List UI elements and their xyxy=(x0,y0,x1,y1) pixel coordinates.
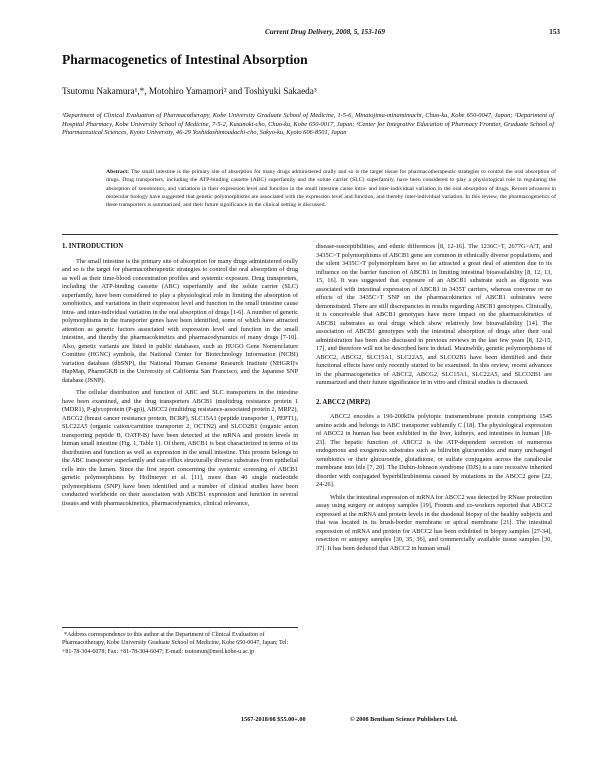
abstract-divider xyxy=(62,234,558,235)
abcc2-paragraph: While the intestinal expression of mRNA for ABCC2 was detected by RNase protection assay using surgery or autopsy samples [19], Fromm and co-workers reported that ABCC2 expressed at the mRNA and protein levels in the duodenal biopsy of the healthy subjects and that was located in its brush-border membrane or apical membrane [21]. The intestinal expression of mRNA and protein for ABCC2 has been exhibited in biopsy samples [27-34], resection or autopsy samples [30, 35, 36], and commercially available tissue samples [30, 37]. It has been deduced that ABCC2 in human small xyxy=(316,493,552,552)
intro-paragraph: The cellular distribution and function of ABC and SLC transporters in the intestine have been examined, and the drug transporters ABCB1 (multidrug resistance protein 1 (MDR1), P-glycoprotein (P-gp)), ABCC2 (multidrug resistance-associated protein 2, MRP2), ABCG2 (breast cancer resistance protein, BCRP), SLC15A1 (peptide transporter 1, PEPT1), SLC22A5 (organic cation/carnitine transporter 2, OCTN2) and SLCO2B1 (organic anion transporting peptide B, OATP-B) have been detected at the mRNA and protein levels in human small intestine (Fig. 1, Table 1). Of them, ABCB1 is best characterized in terms of its distribution and function as well as expression in the small intestine. This protein belongs to the ABC transporter superfamily and can efflux structurally diverse substrates from epithelial cells into the lumen. Since the first report concerning the systemic screening of ABCB1 genetic polymorphisms by Hoffmeyer et al. [11], more than 40 single nucleotide polymorphisms (SNP) have been identified and a number of clinical studies have been conducted worldwide on their association with ABCB1 expression and function in several tissues and with pharmacokinetics, pharmacodynamics, clinical relevance, xyxy=(62,389,298,507)
copyright-notice: © 2008 Bentham Science Publishers Ltd. xyxy=(350,716,458,723)
page-number: 153 xyxy=(549,28,560,36)
intro-continuation-paragraph: disease-susceptibilities, and ethnic differences [8, 12-16]. The 1236C>T, 2677G>A/T, and 3435C>T polymorphisms of ABCB1 gene are common in ethnically diverse populations, and the silent 3435C>T polymorphism have so far attracted a great deal of attention due to its influence on the barrier function of ABCB1 in limiting intestinal bioavailability [8, 12, 13, 15, 16]. It was suggested that exposure of an ABCB1 substrate such as digoxin was associated with intestinal expression of ABCB1 in 3435T carriers, whereas converse or no effects of the 3435C>T SNP on the pharmacokinetics of ABCB1 substrates were demonstrated. There are still discrepancies in results regarding ABCB1 genotypes. Clinically, it is conceivable that ABCB1 genotypes have more impact on the pharmacokinetics of ABCB1 substrates as oral drugs which show relatively low bioavailability [14]. The association of ABCB1 genotypes with the intestinal absorption of drugs after their oral administration has been also discussed in previous reviews in the last few years [8, 12-15, 17], and therefore will not be described here in detail. Meanwhile, genetic polymorphisms of ABCC2, ABCG2, SLC15A1, SLC22A5, and SLCO2B1 have been identified and their functional effects have only recently started to be examined. In this review, recent advances in the pharmacogenetics of ABCC2, ABCG2, SLC15A1, SLC22A5, and SLCO2B1 are summarized and their future significance in in vitro and clinical studies is discussed. xyxy=(316,243,552,386)
abstract-text: The small intestine is the primary site of absorption for many drugs administered orally and so is the target tissue for pharmacotherapeutic strategies to control the oral absorption of drugs. Drug transporters, including the ATP-binding cassette (ABC) superfamily and the solute carrier (SLC) superfamily, have been considered to play a physiological role in regulating the absorption of xenobiotics, and variations in their expression level and function in the small intestine cause intra- and inter-individual variation in the oral absorption of drugs. Recent advances in molecular biology have suggested that genetic polymorphisms are associated with the expression level and function, and thereby inter-individual variation. In this review, the pharmacogenetics of these transporters is summarized, and their future significance in the clinical setting is discussed. xyxy=(106,169,556,209)
affiliations: ¹Department of Clinical Evaluation of Pharmacotherapy, Kobe University Graduate School of Medicine, 1-5-6, Minatojima-minamimachi, Chuo-ku, Kobe 650-0047, Japan; ²Department of Hospital Pharmacy, Kobe University School of Medicine, 7-5-2, Kusunoki-cho, Chuo-ku, Kobe 650-0017, Japan; ³Center for Integrative Education of Pharmacy Frontier, Graduate School of Pharmaceutical Sciences, Kyoto University, 46-29 Yoshidashimoadachi-cho, Sakyo-ku, Kyoto 606-8501, Japan xyxy=(62,112,554,137)
abcc2-paragraph: ABCC2 encodes a 190-200kDa polytopic transmembrane protein comprising 1545 amino acids and belongs to ABC transporter subfamily C [18]. The physiological expression of ABCC2 in human has been exhibited in the liver, kidneys, and intestines in human [18-23]. The hepatic function of ABCC2 is the ATP-dependent secretion of numerous endogenous and exogenous substrates such as bilirubin glucuronides and many unchanged xenobiotics or their glucuronide, glutathione, or sulfate conjugates across the canalicular membrane into bile [7, 20]. The Dubin-Johnson syndrome (DJS) is a rare recessive inherited disorder with conjugated hyperbilirubinemia caused by mutations in the ABCC2 gene [22, 24-26]. xyxy=(316,413,552,488)
section-heading-introduction: 1. INTRODUCTION xyxy=(62,243,124,250)
paper-title: Pharmacogenetics of Intestinal Absorption xyxy=(62,52,308,67)
abstract xyxy=(106,168,556,209)
author-list: Tsutomu Nakamura¹,*, Motohiro Yamamori² and Toshiyuki Sakaeda³ xyxy=(62,86,317,96)
section-heading-abcc2: 2. ABCC2 (MRP2) xyxy=(316,398,371,406)
left-column xyxy=(62,243,298,512)
abstract-label: Abstract: xyxy=(106,169,130,175)
intro-paragraph: The small intestine is the primary site of absorption for many drugs administered orally and so is the target for pharmacotherapeutic strategies to control the oral absorption of drug as well as their time-blood concentration profiles and systemic exposure. Drug transporters, including the ATP-binding cassette (ABC) superfamily and the solute carrier (SLC) superfamily, have been considered to play a physiological role in limiting the absorption of xenobiotics, and variations in their expression level and function in the small intestine cause intra- and inter-individual variation in the oral absorption of drugs [1-6]. A number of genetic polymorphisms in the transporter genes have been identified, some of which have attracted attention as genetic factors associated with expression level and function in the small intestine, and thereby the pharmacokinetics and pharmacodynamics of many drugs [7-10]. Also, genetic variants are listed in public databases, such as HUGO Gene Nomenclature Comittee (HGNC) symbols, the National Center for Biotechnology Information (NCBI) variation database (dbSNP), the National Human Genome Research Institute (NHGRI)'s HapMap, PharmGKB in the University of California San Francisco, and the Japanese SNP database (JSNP). xyxy=(62,257,298,384)
right-column xyxy=(316,243,552,557)
journal-citation: Current Drug Delivery, 2008, 5, 153-169 xyxy=(265,28,385,36)
running-header xyxy=(60,28,560,42)
issn-price: 1567-2018/08 $55.00+.00 xyxy=(241,716,306,723)
correspondence-footnote: *Address correspondence to this author at the Department of Clinical Evaluation of Pharmacotherapy, Kobe University Graduate School of Medicine, Kobe 650-0047, Japan; Tel: +81-78-304-6078; Fax: +81-78-304-6047; E-mail: tsutomun@med.kobe-u.ac.jp xyxy=(62,627,298,656)
page-footer xyxy=(0,716,600,728)
